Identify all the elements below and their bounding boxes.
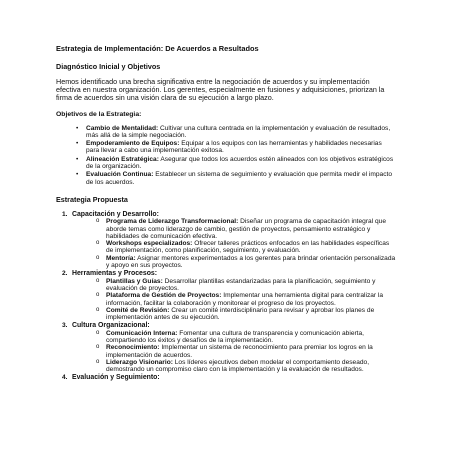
step-number: 3. [62,322,68,330]
step-item [106,292,396,307]
step-item [106,218,396,240]
strategy-steps-list [56,211,396,382]
objective-lead: Evaluación Continua: [86,171,154,179]
step-title: Cultura Organizacional: [72,322,150,330]
objective-text: Equipar a los equipos con las herramientas y habilidades necesarias para llevar a cabo una implementación exitosa. [86,140,382,155]
step-item [106,330,396,345]
step-title: Herramientas y Procesos: [72,270,158,278]
step-item-lead: Comunicación Interna: [106,329,178,337]
step-title: Capacitación y Desarrollo: [72,210,159,218]
step-item-lead: Mentoría: [106,254,136,262]
step-item-text: Implementar una herramienta digital para centralizar la información, facilitar la colaboración y monitorear el progreso de los proyectos. [106,292,384,307]
step-item-text: Desarrollar plantillas estandarizadas para la planificación, seguimiento y evaluación de proyectos. [106,277,376,292]
step-item-lead: Comité de Revisión: [106,306,170,314]
strategy-step [62,374,396,382]
objective-text: Establecer un sistema de seguimiento y evaluación que permita medir el impacto de los acuerdos. [86,171,393,186]
section-heading-estrategia: Estrategia Propuesta [56,194,128,204]
objective-lead: Alineación Estratégica: [86,155,159,163]
section-heading-diagnostico: Diagnóstico Inicial y Objetivos [56,62,161,71]
objective-text: Asegurar que todos los acuerdos estén alineados con los objetivos estratégicos de la organización. [86,155,394,171]
document-title: Estrategia de Implementación: De Acuerdos a Resultados [56,44,259,53]
objective-lead: Empoderamiento de Equipos: [86,140,180,148]
step-item-lead: Workshops especializados: [106,240,193,248]
step-item-text: Implementar un sistema de reconocimiento para premiar los logros en la implementación de acuerdos. [106,344,373,359]
objectives-heading: Objetivos de la Estrategia: [56,111,142,119]
objective-lead: Cambio de Mentalidad: [86,124,159,132]
objective-text: Cultivar una cultura centrada en la implementación y evaluación de resultados, más allá de la simple negociación. [86,124,391,139]
step-items [72,278,396,322]
step-item-lead: Plataforma de Gestión de Proyectos: [106,292,222,300]
step-item [106,307,396,322]
step-item-text: Fomentar una cultura de transparencia y comunicación abierta, compartiendo los éxitos y desafíos de la implementación. [106,329,365,344]
step-item [106,344,396,359]
objective-item [86,171,396,186]
step-title: Evaluación y Seguimiento: [72,374,160,382]
step-number: 1. [62,210,68,218]
step-items [72,330,396,374]
step-items [72,218,396,269]
step-item-text: Ofrecer talleres prácticos enfocados en las habilidades específicas de implementación, como planificación, seguimiento, y evaluación. [106,240,390,255]
step-item-text: Los líderes ejecutivos deben modelar el comportamiento deseado, demostrando un compromiso claro con la implementación y la evaluación de resultados. [106,358,370,374]
strategy-step [62,322,396,374]
strategy-step [62,210,396,270]
step-item-text: Crear un comité interdisciplinario para revisar y aprobar los planes de implementación antes de su ejecución. [106,306,375,322]
step-item-text: Asignar mentores experimentados a los gerentes para brindar orientación personalizada y apoyo en sus proyectos. [106,254,396,270]
document-page [56,44,396,383]
step-item-lead: Reconocimiento: [106,344,160,352]
step-item [106,278,396,293]
step-item [106,255,396,270]
step-item-lead: Plantillas y Guías: [106,277,163,285]
step-item-lead: Programa de Liderazgo Transformacional: [106,218,239,226]
step-item-lead: Liderazgo Visionario: [106,358,173,366]
step-item [106,359,396,374]
objective-item [86,156,396,171]
strategy-step [62,270,396,322]
step-item [106,240,396,255]
step-number: 4. [62,374,68,382]
objective-item [86,140,396,155]
intro-paragraph: Hemos identificado una brecha significativa entre la negociación de acuerdos y su implementación efectiva en nuestra organización. Los gerentes, especialmente en fusiones y adquisiciones, priorizan la firma de acuerdos sin una visión clara de su ejecución a largo plazo. [56,77,385,103]
objectives-list [56,125,396,186]
step-item-text: Diseñar un programa de capacitación integral que aborde temas como liderazgo de cambio, gestión de proyectos, pensamiento estratégico y habilidades de comunicación efectiva. [106,218,386,240]
objective-item [86,125,396,140]
step-number: 2. [62,270,68,278]
